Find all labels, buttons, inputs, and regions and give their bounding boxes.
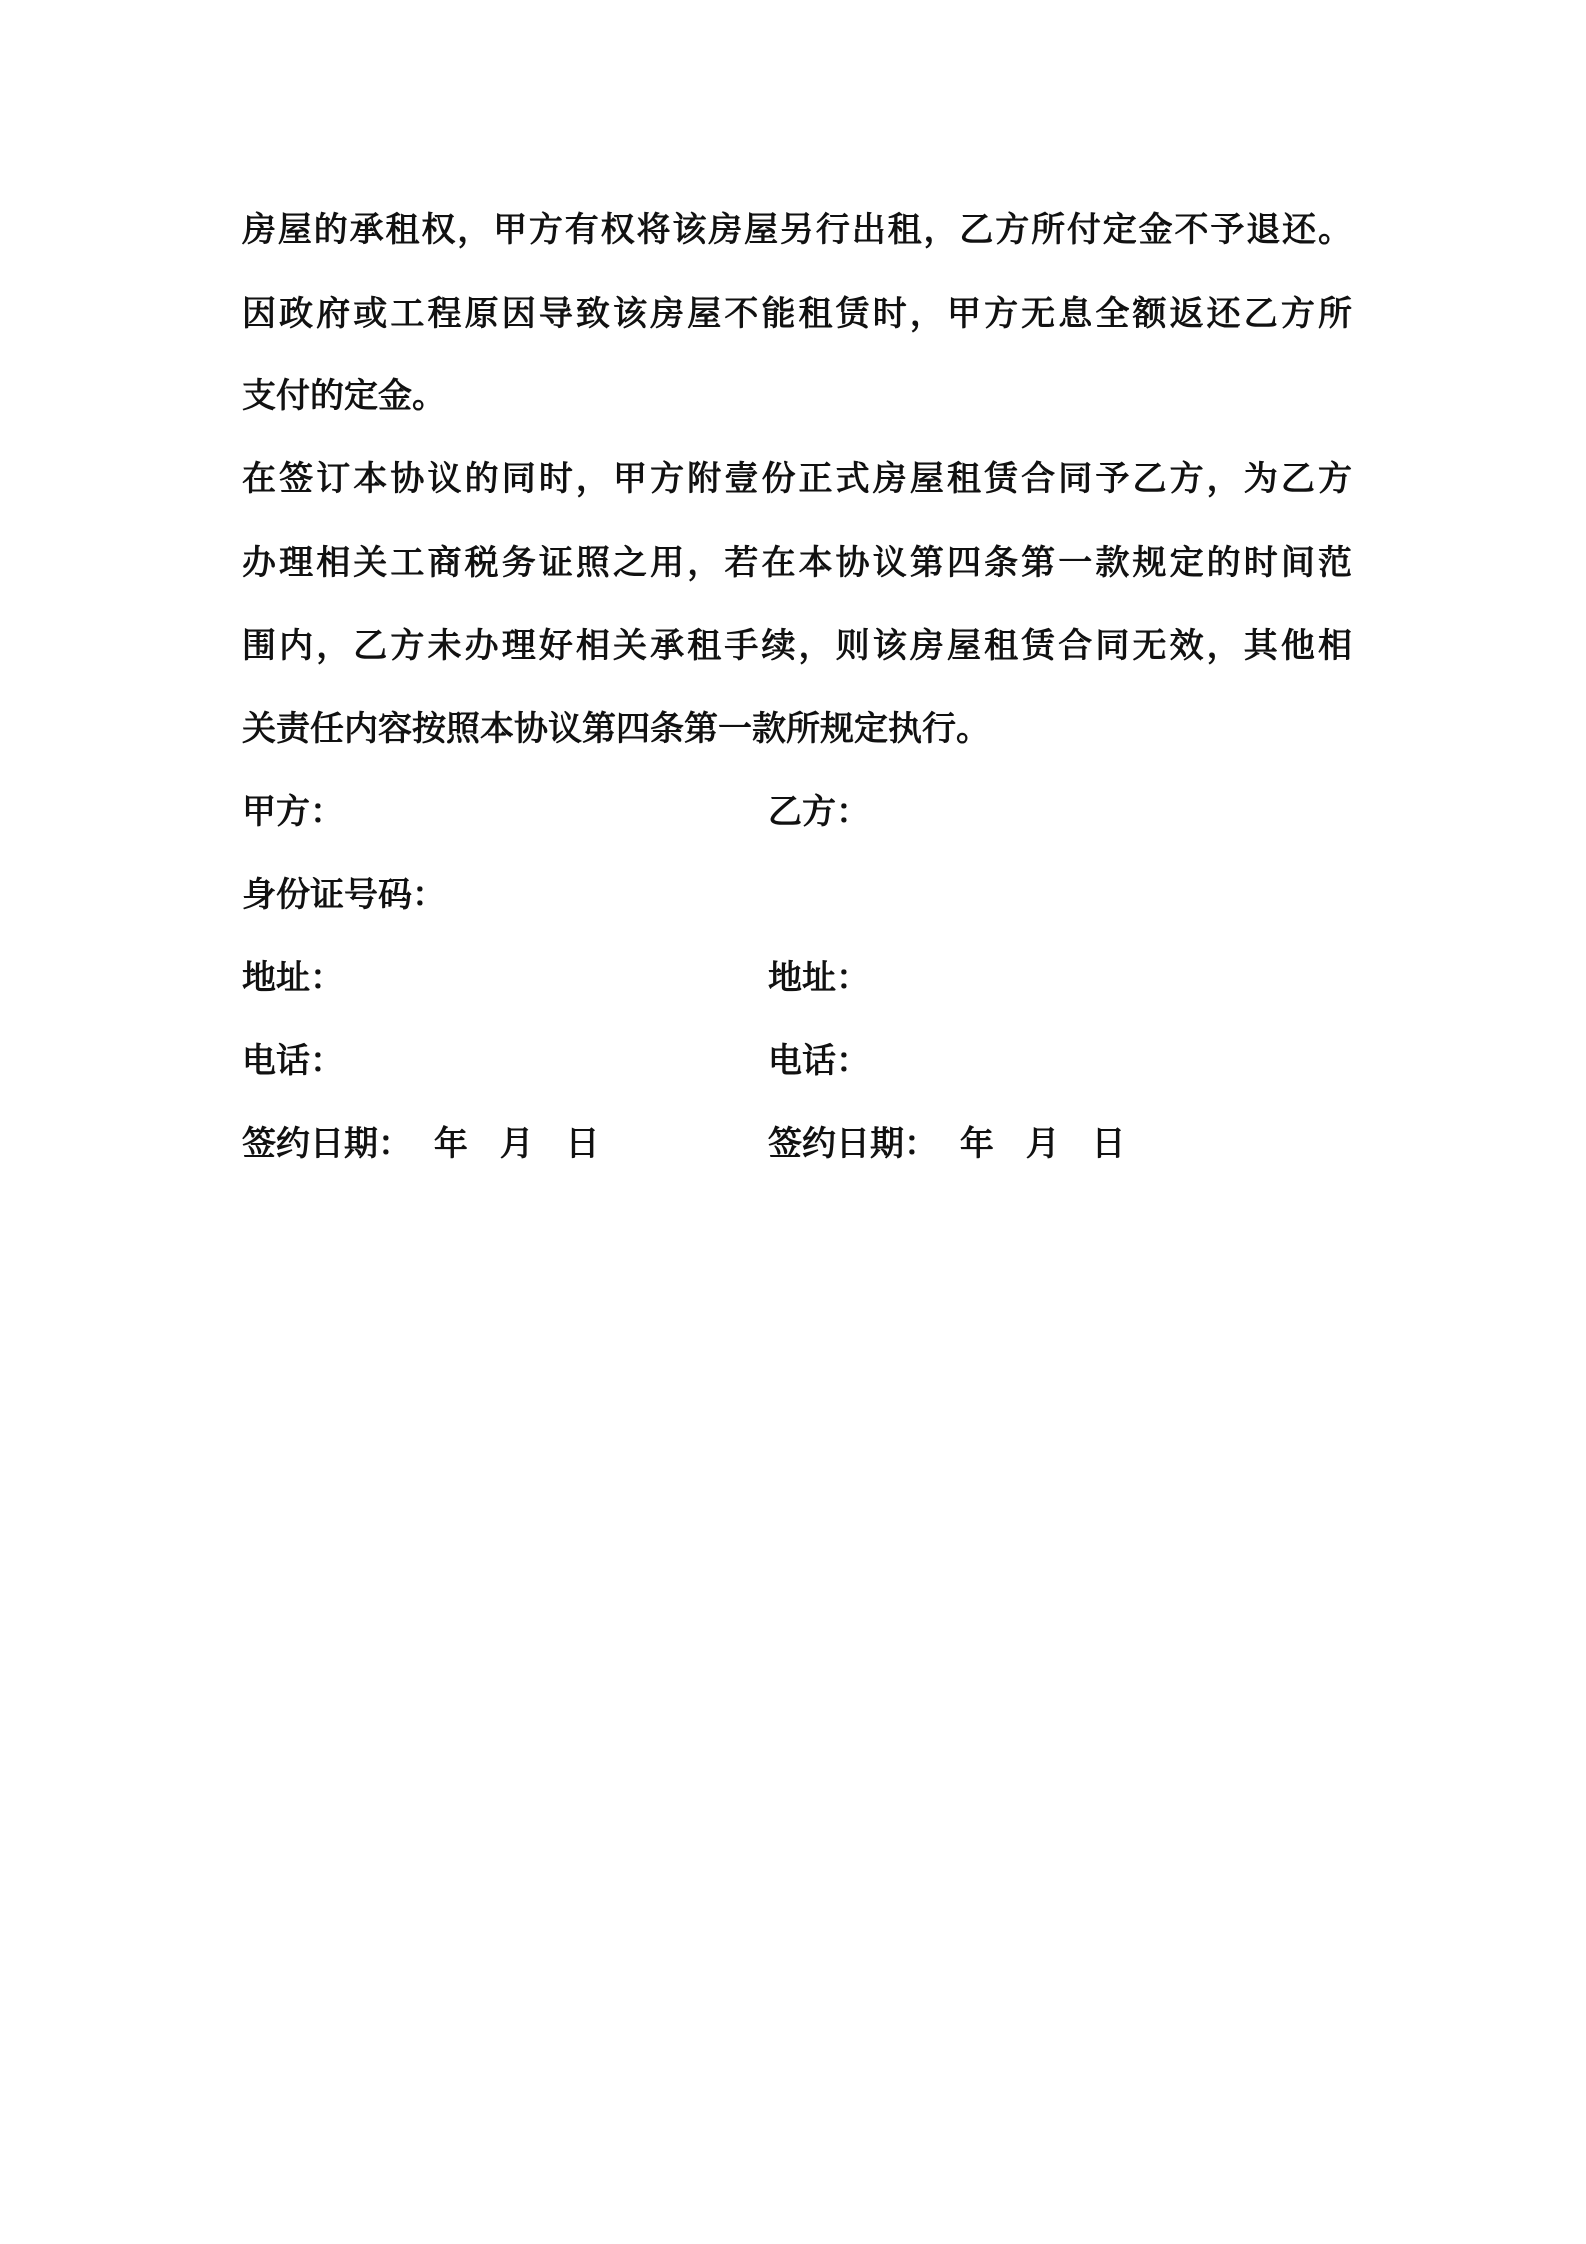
party-b-label: 乙方： bbox=[768, 792, 870, 832]
paragraph-line: 在签订本协议的同时，甲方附壹份正式房屋租赁合同予乙方，为乙方 bbox=[242, 459, 1352, 499]
day-label: 日 bbox=[565, 1124, 600, 1164]
party-a-label: 甲方： bbox=[242, 792, 344, 832]
paragraph-line: 房屋的承租权，甲方有权将该房屋另行出租，乙方所付定金不予退还。 bbox=[242, 210, 1352, 250]
year-label: 年 bbox=[433, 1124, 468, 1164]
sign-date-b bbox=[768, 1124, 1126, 1164]
sign-date-a bbox=[242, 1124, 600, 1164]
sign-date-a-label: 签约日期： bbox=[242, 1124, 412, 1164]
address-b-label: 地址： bbox=[768, 958, 870, 998]
phone-b-label: 电话： bbox=[768, 1041, 870, 1081]
month-label: 月 bbox=[499, 1124, 534, 1164]
address-a-label: 地址： bbox=[242, 958, 344, 998]
day-label: 日 bbox=[1091, 1124, 1126, 1164]
id-number-label: 身份证号码： bbox=[242, 875, 446, 915]
paragraph-line: 办理相关工商税务证照之用，若在本协议第四条第一款规定的时间范 bbox=[242, 543, 1352, 583]
year-label: 年 bbox=[959, 1124, 994, 1164]
paragraph-line: 围内，乙方未办理好相关承租手续，则该房屋租赁合同无效，其他相 bbox=[242, 626, 1352, 666]
paragraph-line: 因政府或工程原因导致该房屋不能租赁时，甲方无息全额返还乙方所 bbox=[242, 294, 1352, 334]
month-label: 月 bbox=[1025, 1124, 1060, 1164]
paragraph-line: 关责任内容按照本协议第四条第一款所规定执行。 bbox=[242, 709, 990, 749]
sign-date-b-label: 签约日期： bbox=[768, 1124, 938, 1164]
paragraph-line: 支付的定金。 bbox=[242, 376, 446, 416]
phone-a-label: 电话： bbox=[242, 1041, 344, 1081]
